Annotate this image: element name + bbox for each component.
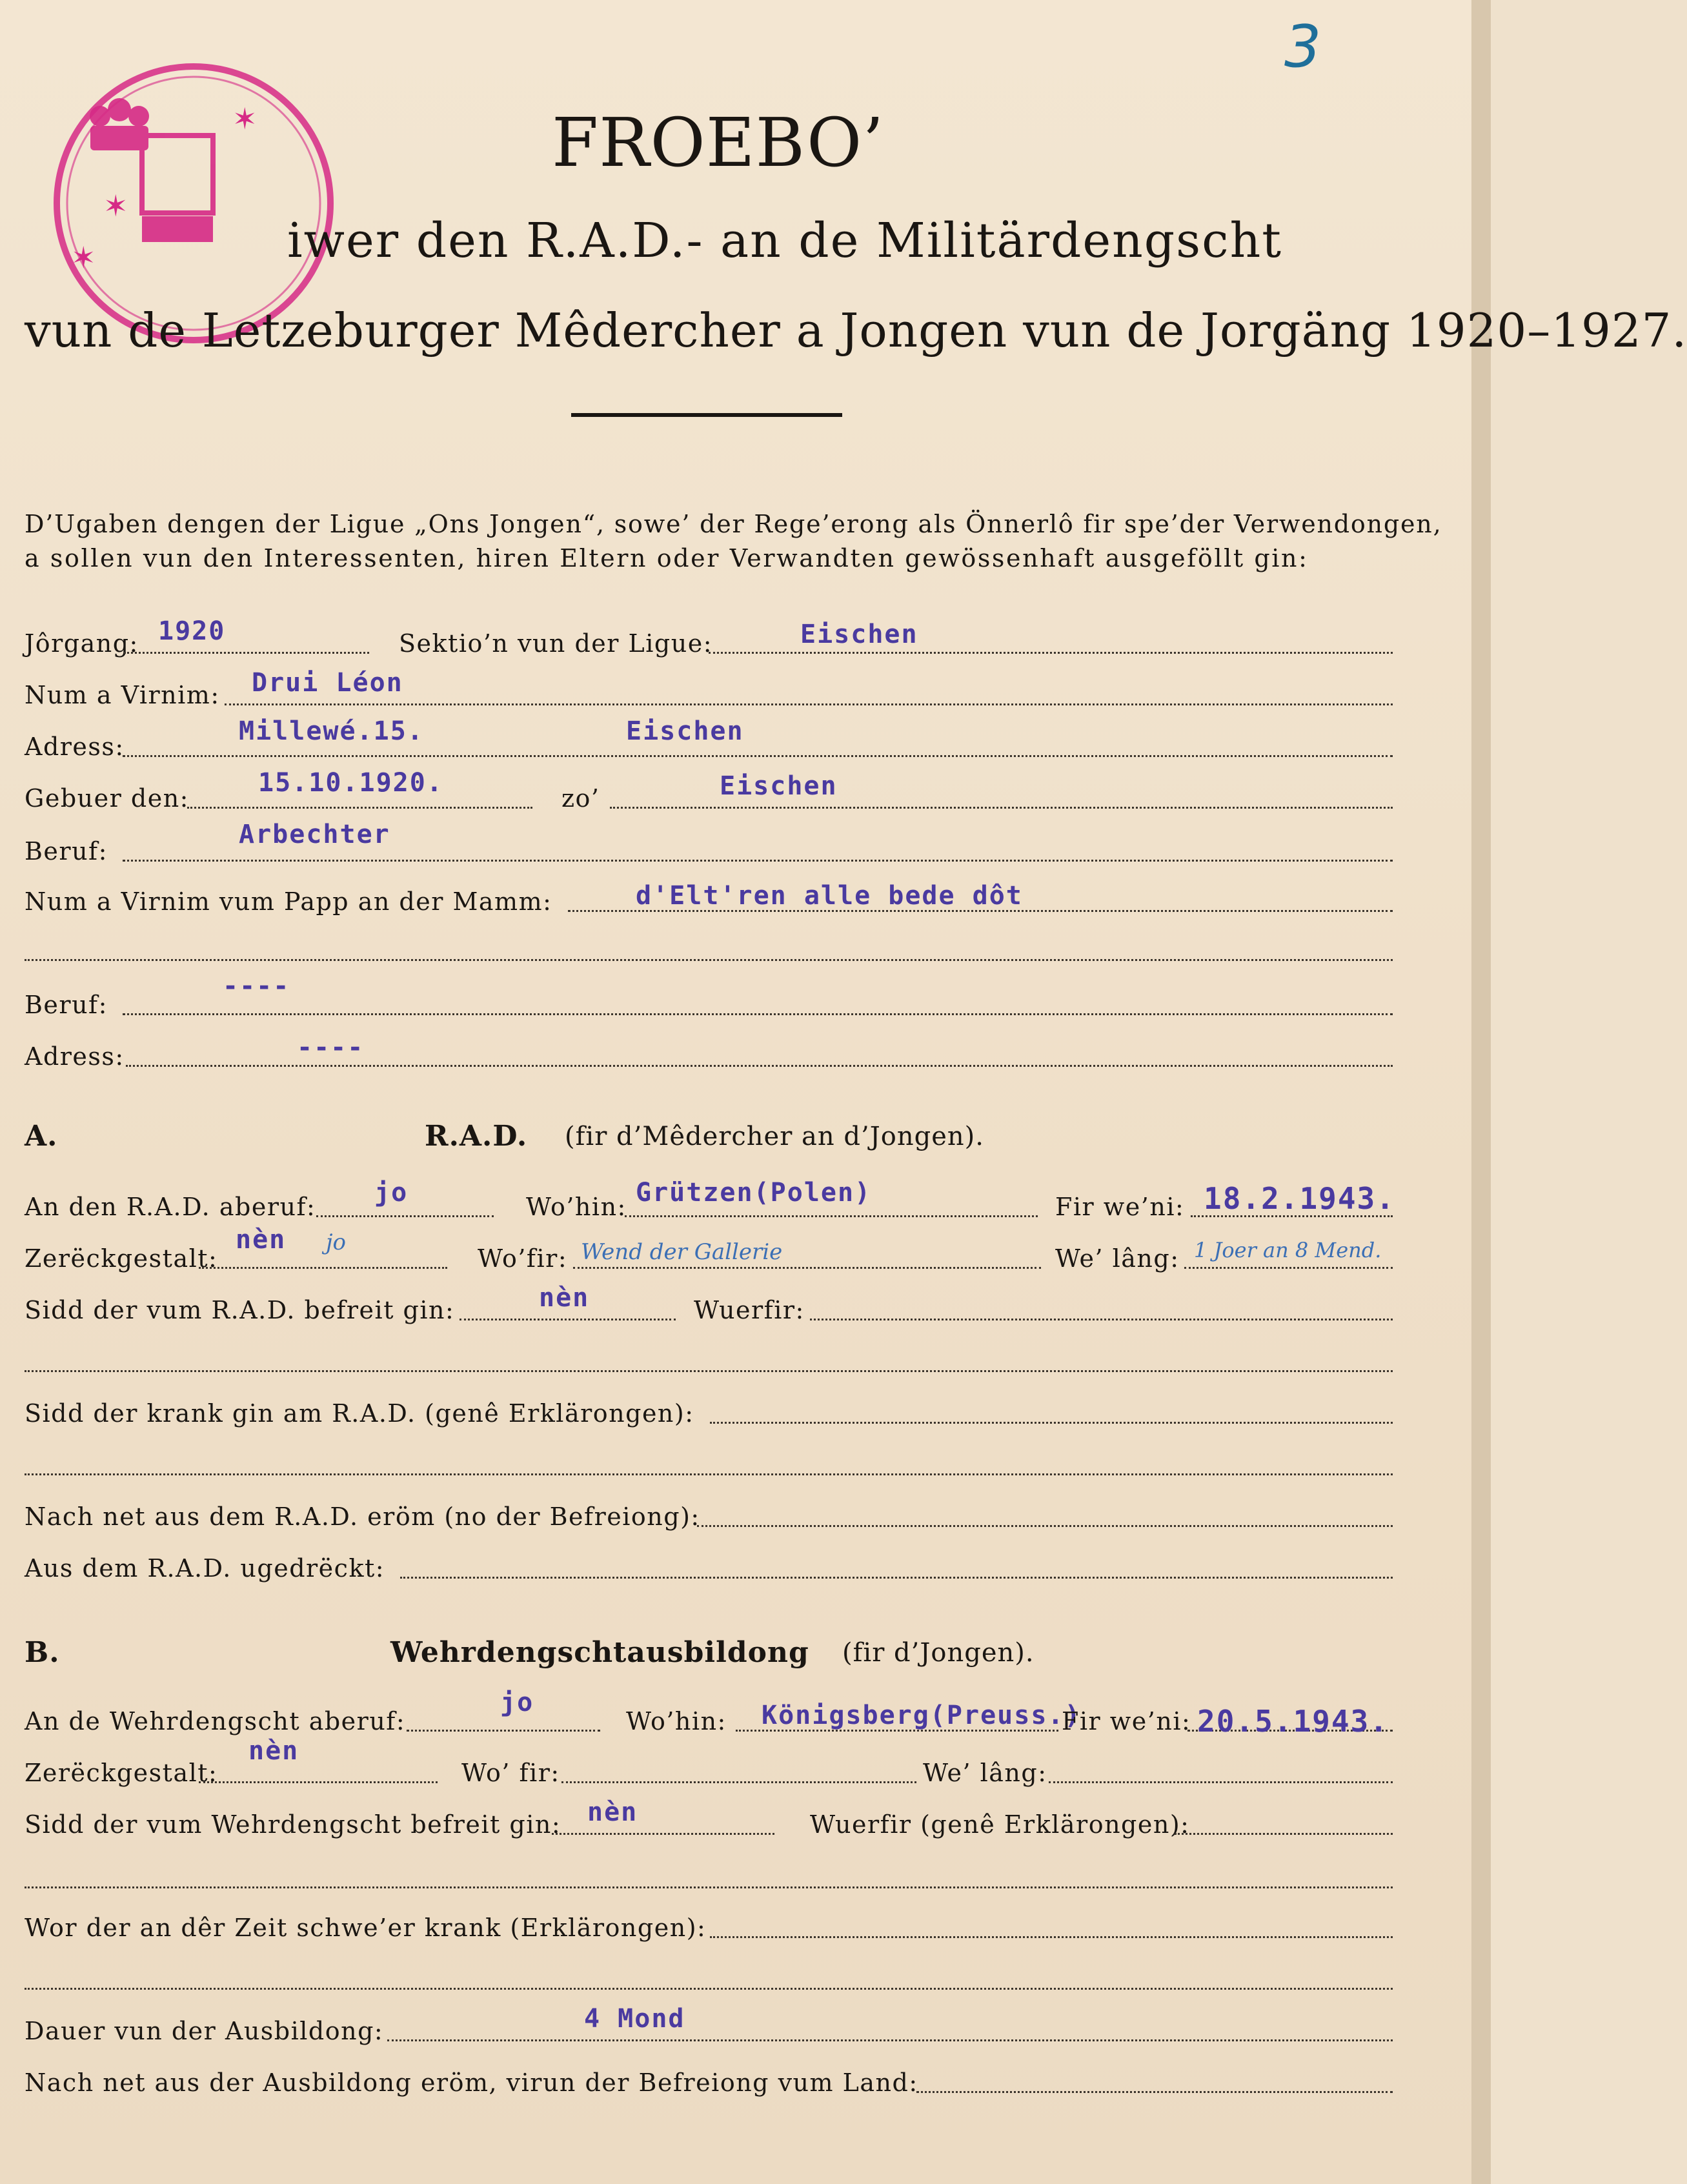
a-aberuf-label: An den R.A.D. aberuf: [25, 1193, 316, 1221]
a-nach-line [697, 1525, 1393, 1527]
b-aberuf-line [407, 1730, 600, 1732]
a-wuerfir-line-2 [25, 1370, 1393, 1372]
b-wohin-value[interactable]: Königsberg(Preuss.) [762, 1701, 1082, 1730]
section-a-heading: R.A.D. [425, 1120, 528, 1153]
gebuer-value[interactable]: 15.10.1920. [258, 768, 443, 798]
b-wofir-label: Wo’ fir: [461, 1759, 560, 1787]
jorgang-label: Jôrgang: [25, 629, 139, 658]
a-wohin-label: Wo’hin: [526, 1193, 627, 1221]
name-line [225, 703, 1393, 705]
b-dauer-value[interactable]: 4 Mond [584, 2004, 685, 2034]
intro-line-2: a sollen vun den Interessenten, hiren Eltern oder Verwandten gewössenhaft ausgeföllt gin: [25, 544, 1309, 572]
b-krank-line-2 [25, 1988, 1393, 1990]
b-aberuf-label: An de Wehrdengscht aberuf: [25, 1707, 406, 1735]
b-aberuf-value[interactable]: jo [500, 1688, 534, 1717]
a-wuerfir-label: Wuerfir: [694, 1296, 805, 1324]
gebuer-line [187, 807, 532, 809]
adress-line [123, 755, 1393, 757]
star-icon: ✶ [103, 188, 128, 223]
b-krank-label: Wor der an dêr Zeit schwe’er krank (Erklärongen): [25, 1914, 707, 1942]
b-dauer-label: Dauer vun der Ausbildong: [25, 2017, 384, 2045]
beruf-line [123, 860, 1393, 862]
a-zereck-handwritten: jo [326, 1229, 347, 1255]
form-subtitle-1: iwer den R.A.D.- an de Militärdengscht [287, 213, 1282, 268]
name-label: Num a Virnim: [25, 681, 220, 709]
a-wohin-value[interactable]: Grützen(Polen) [636, 1178, 872, 1208]
intro-line-1: D’Ugaben dengen der Ligue „Ons Jongen“, sowe’ der Rege’erong als Önnerlô fir spe’der Verwendongen, [25, 510, 1442, 538]
adress2-label: Adress: [25, 1042, 125, 1071]
adress-street[interactable]: Millewé.15. [239, 716, 424, 746]
beruf-label: Beruf: [25, 837, 108, 865]
b-krank-line [710, 1936, 1393, 1938]
b-nach-label: Nach net aus der Ausbildong eröm, virun der Befreiong vum Land: [25, 2068, 918, 2097]
a-zereck-label: Zerëckgestalt: [25, 1244, 218, 1273]
form-subtitle-2: vun de Letzeburger Mêdercher a Jongen vun de Jorgäng 1920–1927. [25, 303, 1687, 358]
b-wuerfir-line-2 [25, 1886, 1393, 1888]
beruf-value[interactable]: Arbechter [239, 820, 390, 849]
a-befreit-value[interactable]: nèn [539, 1283, 590, 1313]
b-welang-label: We’ lâng: [923, 1759, 1047, 1787]
a-zereck-value[interactable]: nèn [236, 1225, 287, 1255]
b-befreit-label: Sidd der vum Wehrdengscht befreit gin: [25, 1810, 561, 1839]
b-wuerfir-label: Wuerfir (genê Erklärongen): [810, 1810, 1190, 1839]
section-a-note: (fir d’Mêdercher an d’Jongen). [565, 1122, 984, 1151]
b-firweni-label: Fir we’ni: [1062, 1707, 1191, 1735]
a-firweni-label: Fir we’ni: [1055, 1193, 1185, 1221]
jorgang-line [124, 652, 369, 654]
sektion-label: Sektio’n vun der Ligue: [399, 629, 713, 658]
b-zereck-value[interactable]: nèn [248, 1736, 299, 1766]
form-title: FROEBO’ [552, 103, 885, 182]
a-aberuf-line [316, 1215, 494, 1217]
a-aberuf-value[interactable]: jo [374, 1178, 409, 1208]
adress-label: Adress: [25, 733, 125, 761]
b-befreit-line [552, 1833, 774, 1835]
b-wohin-label: Wo’hin: [626, 1707, 727, 1735]
adress2-value[interactable]: ---- [297, 1033, 365, 1062]
a-zereck-line [199, 1267, 447, 1269]
adress2-line [126, 1065, 1393, 1067]
a-wohin-line [625, 1215, 1038, 1217]
sektion-value[interactable]: Eischen [800, 620, 918, 649]
jorgang-value[interactable]: 1920 [158, 616, 226, 646]
beruf2-value[interactable]: ---- [223, 971, 290, 1001]
b-welang-line [1049, 1781, 1393, 1783]
a-welang-line [1184, 1267, 1393, 1269]
eltern-label: Num a Virnim vum Papp an der Mamm: [25, 887, 552, 916]
section-a-letter: A. [25, 1120, 58, 1153]
page-number: 3 [1284, 13, 1322, 81]
section-b-letter: B. [25, 1636, 60, 1669]
a-wofir-value[interactable]: Wend der Gallerie [581, 1239, 783, 1265]
title-rule [571, 413, 842, 417]
a-welang-label: We’ lâng: [1055, 1244, 1180, 1273]
zo-label: zo’ [561, 784, 600, 813]
star-icon: ✶ [232, 101, 258, 136]
eltern-value[interactable]: d'Elt'ren alle bede dôt [636, 881, 1023, 911]
a-welang-value[interactable]: 1 Joer an 8 Mend. [1194, 1238, 1382, 1262]
gebuer-label: Gebuer den: [25, 784, 189, 813]
a-nach-label: Nach net aus dem R.A.D. eröm (no der Befreiong): [25, 1502, 700, 1531]
a-wuerfir-line [810, 1319, 1393, 1320]
b-nach-line [916, 2091, 1393, 2093]
b-zereck-line [199, 1781, 438, 1783]
name-value[interactable]: Drui Léon [252, 668, 403, 698]
sektion-line [709, 652, 1393, 654]
b-dauer-line [387, 2039, 1393, 2041]
b-befreit-value[interactable]: nèn [587, 1797, 638, 1827]
a-befreit-line [460, 1319, 676, 1320]
b-wuerfir-line [1175, 1833, 1393, 1835]
beruf2-label: Beruf: [25, 991, 108, 1019]
star-icon: ✶ [71, 240, 96, 275]
a-krank-line [710, 1422, 1393, 1424]
beruf2-line [123, 1013, 1393, 1015]
a-aus-label: Aus dem R.A.D. ugedrëckt: [25, 1554, 385, 1582]
eltern-line-2 [25, 959, 1393, 961]
a-krank-label: Sidd der krank gin am R.A.D. (genê Erklärongen): [25, 1399, 694, 1428]
section-b-note: (fir d’Jongen). [842, 1638, 1035, 1668]
a-firweni-value[interactable]: 18.2.1943. [1204, 1181, 1395, 1216]
a-aus-line [400, 1577, 1393, 1579]
a-wofir-line [573, 1267, 1041, 1269]
a-wofir-label: Wo’fir: [478, 1244, 568, 1273]
zo-value[interactable]: Eischen [720, 771, 838, 801]
b-zereck-label: Zerëckgestalt: [25, 1759, 218, 1787]
b-firweni-value[interactable]: 20.5.1943. [1197, 1704, 1389, 1739]
a-befreit-label: Sidd der vum R.A.D. befreit gin: [25, 1296, 455, 1324]
a-krank-line-2 [25, 1473, 1393, 1475]
b-wofir-line [561, 1781, 916, 1783]
section-b-heading: Wehrdengschtausbildong [390, 1636, 809, 1669]
adress-town[interactable]: Eischen [626, 716, 744, 746]
zo-line [610, 807, 1393, 809]
